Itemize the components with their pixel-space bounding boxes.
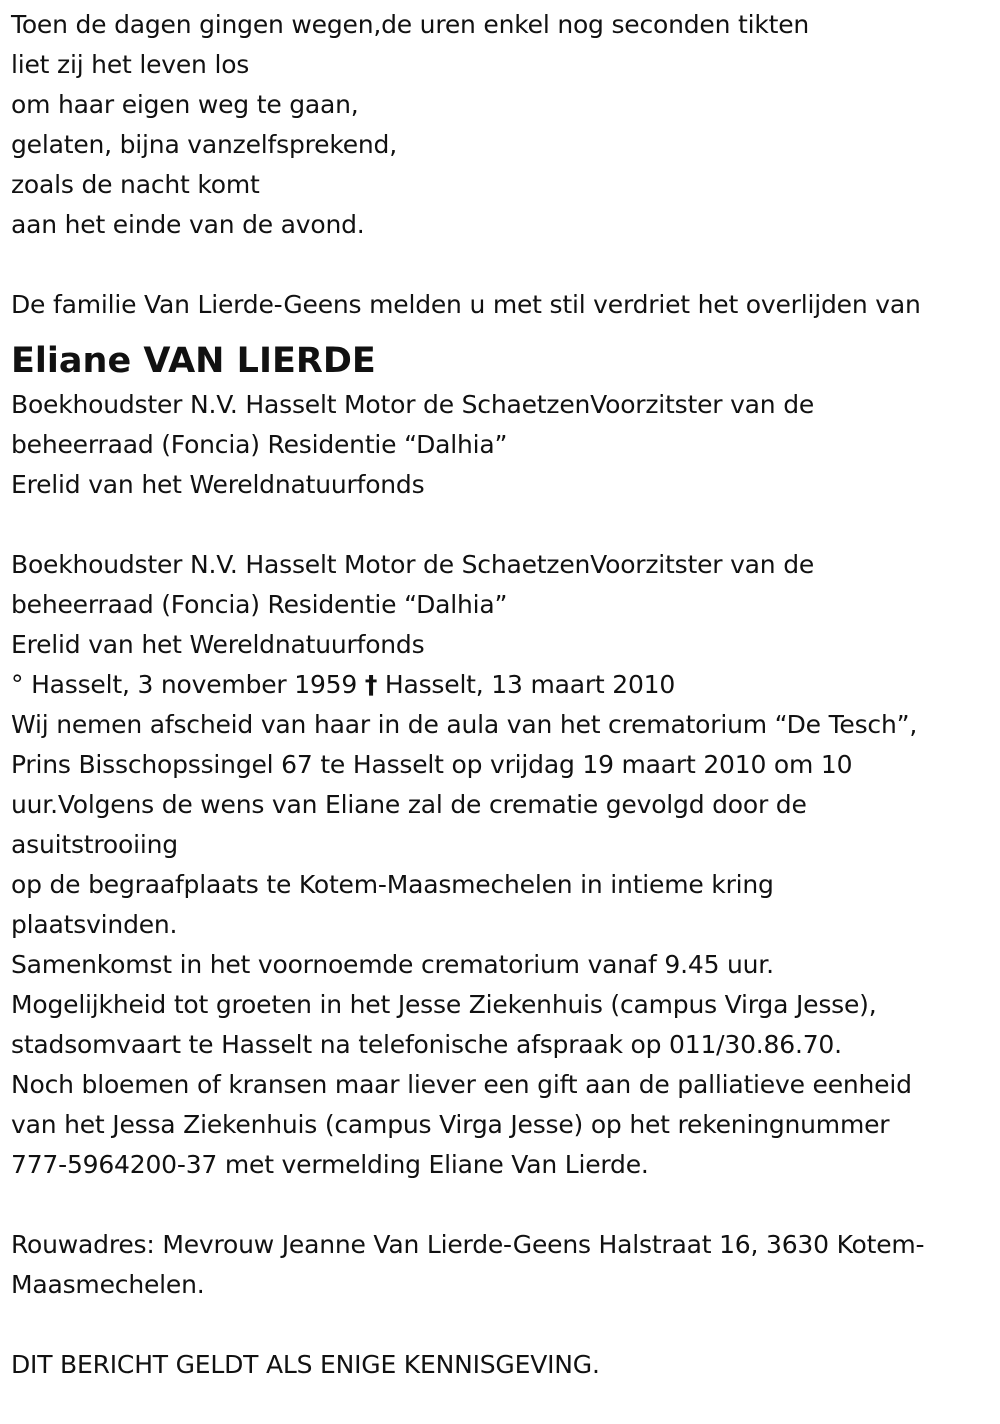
cross-icon: † — [364, 670, 378, 699]
spacer — [11, 245, 996, 285]
detail-line: Noch bloemen of kransen maar liever een gift aan de palliatieve eenheid — [11, 1070, 912, 1099]
title-line: Boekhoudster N.V. Hasselt Motor de SchaetzenVoorzitster van de — [11, 390, 815, 419]
address-line: Rouwadres: Mevrouw Jeanne Van Lierde-Geens Halstraat 16, 3630 Kotem- — [11, 1230, 925, 1259]
obituary-document — [11, 5, 996, 1385]
spacer — [11, 1305, 996, 1345]
detail-line: Samenkomst in het voornoemde crematorium vanaf 9.45 uur. — [11, 950, 774, 979]
mourning-address — [11, 1225, 996, 1305]
detail-line: 777-5964200-37 met vermelding Eliane Van Lierde. — [11, 1150, 649, 1179]
poem-line: aan het einde van de avond. — [11, 210, 365, 239]
spacer — [11, 505, 996, 545]
title-line: Erelid van het Wereldnatuurfonds — [11, 630, 425, 659]
poem-line: gelaten, bijna vanzelfsprekend, — [11, 130, 397, 159]
detail-line: uur.Volgens de wens van Eliane zal de crematie gevolgd door de — [11, 790, 807, 819]
closing-notice: DIT BERICHT GELDT ALS ENIGE KENNISGEVING. — [11, 1350, 600, 1379]
detail-line: Mogelijkheid tot groeten in het Jesse Ziekenhuis (campus Virga Jesse), — [11, 990, 877, 1019]
detail-line: Wij nemen afscheid van haar in de aula van het crematorium “De Tesch”, — [11, 710, 918, 739]
poem-line: zoals de nacht komt — [11, 170, 260, 199]
birth-date: Hasselt, 3 november 1959 — [31, 670, 358, 699]
titles-block-second — [11, 545, 996, 665]
deceased-name: Eliane VAN LIERDE — [11, 341, 376, 381]
life-dates — [11, 665, 996, 705]
address-line: Maasmechelen. — [11, 1270, 205, 1299]
death-date: Hasselt, 13 maart 2010 — [384, 670, 676, 699]
detail-line: asuitstrooiing — [11, 830, 178, 859]
detail-line: op de begraafplaats te Kotem-Maasmechelen in intieme kring — [11, 870, 774, 899]
birth-symbol: ° — [11, 670, 24, 699]
title-line: Boekhoudster N.V. Hasselt Motor de SchaetzenVoorzitster van de — [11, 550, 815, 579]
title-line: Erelid van het Wereldnatuurfonds — [11, 470, 425, 499]
detail-line: van het Jessa Ziekenhuis (campus Virga Jesse) op het rekeningnummer — [11, 1110, 890, 1139]
title-line: beheerraad (Foncia) Residentie “Dalhia” — [11, 590, 508, 619]
detail-line: stadsomvaart te Hasselt na telefonische afspraak op 011/30.86.70. — [11, 1030, 842, 1059]
detail-line: Prins Bisschopssingel 67 te Hasselt op vrijdag 19 maart 2010 om 10 — [11, 750, 853, 779]
poem-line: liet zij het leven los — [11, 50, 250, 79]
poem-line: Toen de dagen gingen wegen,de uren enkel nog seconden tikten — [11, 10, 810, 39]
detail-line: plaatsvinden. — [11, 910, 178, 939]
funeral-details — [11, 705, 996, 1185]
spacer — [11, 1185, 996, 1225]
poem — [11, 5, 996, 245]
title-line: beheerraad (Foncia) Residentie “Dalhia” — [11, 430, 508, 459]
poem-line: om haar eigen weg te gaan, — [11, 90, 359, 119]
titles-block-first — [11, 385, 996, 505]
announcement-text: De familie Van Lierde-Geens melden u met stil verdriet het overlijden van — [11, 290, 921, 319]
